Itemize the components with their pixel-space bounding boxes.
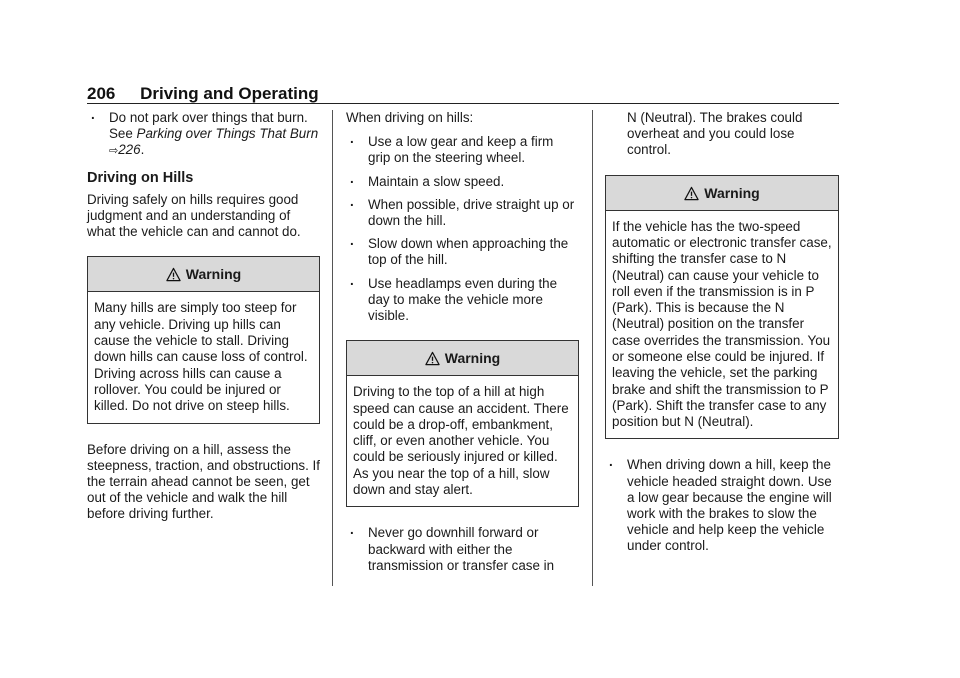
- header-rule: [87, 103, 839, 104]
- assess-paragraph: Before driving on a hill, assess the steepness, traction, and obstructions. If the terrain ahead cannot be seen, get out of the vehicle and walk the hill before driving further.: [87, 441, 320, 522]
- warning-header: [88, 257, 319, 292]
- column-3: [605, 110, 839, 562]
- list-item: . When driving down a hill, keep the vehicle headed straight down. Use a low gear because the engine will work with the brakes to slow the vehicle and help keep the vehicle under control.: [605, 457, 839, 554]
- column-divider-1: [332, 110, 333, 586]
- warning-text: Many hills are simply too steep for any vehicle. Driving up hills can cause the vehicle to stall. Driving down hills can cause loss of control. Driving across hills can cause a rollover. You could be injured or killed. Do not drive on steep hills.: [94, 300, 308, 414]
- page-number: 206: [87, 84, 116, 103]
- intro-paragraph: Driving safely on hills requires good judgment and an understanding of what the vehicle can and cannot do.: [87, 191, 301, 240]
- warning-label: Warning: [704, 184, 760, 201]
- page-header: [87, 84, 319, 104]
- list-item: . Never go downhill forward or backward with either the transmission or transfer case in: [346, 525, 579, 574]
- column-divider-2: [592, 110, 593, 586]
- warning-header: [347, 341, 578, 376]
- section-heading: Driving on Hills: [87, 169, 194, 186]
- warning-text: Driving to the top of a hill at high speed can cause an accident. There could be a drop-off, embankment, cliff, or even another vehicle. You could be seriously injured or killed. As you near the top of a hill, slow down and stay alert.: [353, 384, 569, 498]
- list-item-continued: N (Neutral). The brakes could overheat and you could lose control.: [627, 110, 803, 158]
- warning-box-1: [87, 256, 320, 423]
- warning-triangle-icon: [684, 179, 699, 213]
- warning-text: If the vehicle has the two-speed automatic or electronic transfer case, shifting the transfer case to N (Neutral) can cause your vehicle to roll even if the transmission is in P (Park). This is because the N (Neutral) position on the transfer case overrides the transmission. You or someone else could be injured. If leaving the vehicle, set the parking brake and shift the transmission to P (Park). Shift the transfer case to any position but N (Neutral).: [612, 218, 832, 430]
- warning-triangle-icon: [166, 260, 181, 294]
- lead-text: When driving on hills:: [346, 110, 474, 125]
- warning-label: Warning: [444, 350, 501, 367]
- list-item: . Use a low gear and keep a firm grip on the steering wheel.: [346, 134, 579, 166]
- list-item: . Slow down when approaching the top of the hill.: [346, 236, 579, 268]
- column-2: [346, 110, 579, 581]
- warning-box-3: [605, 175, 839, 440]
- list-item: . Maintain a slow speed.: [346, 174, 579, 190]
- page-ref-number[interactable]: 226: [118, 142, 141, 158]
- list-item: . Use headlamps even during the day to make the vehicle more visible.: [346, 276, 579, 325]
- list-item: . When possible, drive straight up or down the hill.: [346, 197, 579, 229]
- warning-box-2: [346, 340, 579, 507]
- warning-header: [606, 176, 838, 211]
- warning-label: Warning: [185, 266, 242, 283]
- chapter-title: Driving and Operating: [140, 84, 319, 103]
- cross-reference-link[interactable]: Parking over Things That Burn: [136, 126, 319, 142]
- warning-triangle-icon: [425, 344, 440, 378]
- bullet-no-park: . Do not park over things that burn. See Parking over Things That Burn ⇨226.: [87, 110, 320, 160]
- column-1: [87, 110, 320, 535]
- page-ref-icon: ⇨: [109, 145, 119, 158]
